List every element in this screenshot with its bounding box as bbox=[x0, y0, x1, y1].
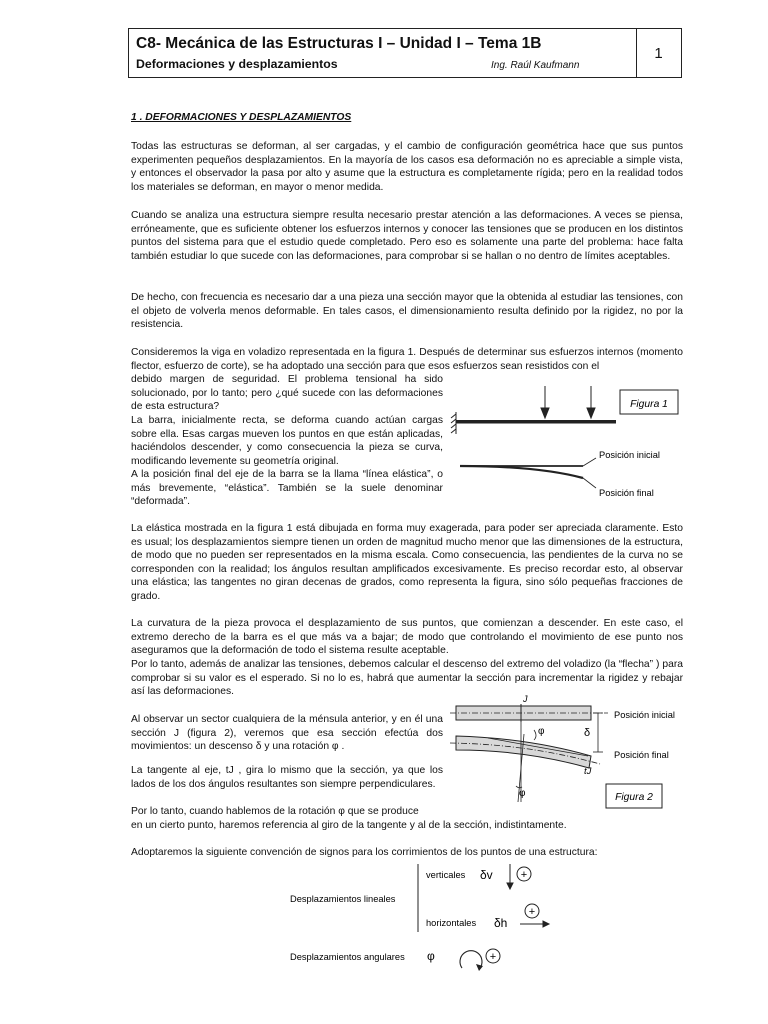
angular-plus-sign: + bbox=[489, 951, 497, 963]
final-position-label: Posición final bbox=[614, 750, 669, 760]
angular-displacements-label: Desplazamientos angulares bbox=[290, 952, 405, 962]
topic-subtitle: Deformaciones y desplazamientos bbox=[136, 57, 338, 71]
paragraph-5: La barra, inicialmente recta, se deforma cuando actúan cargas sobre ella. Esas cargas mueven los puntos en que están aplicadas, haciéndolos descender, y como consecuencia la pieza se curva, modificando levemente su geometría original. bbox=[131, 415, 443, 467]
figure-1-cantilever bbox=[448, 382, 698, 507]
horizontal-arrow-icon bbox=[520, 921, 549, 927]
section-j-label: J bbox=[523, 694, 528, 704]
horizontal-symbol: δh bbox=[494, 916, 508, 930]
paragraph-11: La tangente al eje, tJ , gira lo mismo que la sección, ya que los lados de los dos ángulos resultantes son siempre perpendiculares. bbox=[131, 765, 443, 790]
phi-arc-top bbox=[534, 730, 536, 740]
paragraph-10: Al observar un sector cualquiera de la ménsula anterior, y en él una sección J (figura 2), veremos que esa sección efectúa dos movimientos: un descenso δ y una rotación φ . bbox=[131, 714, 443, 753]
section-title: 1 . DEFORMACIONES Y DESPLAZAMIENTOS bbox=[131, 112, 352, 123]
page-number: 1 bbox=[654, 44, 663, 62]
paragraph-4: Consideremos la viga en voladizo representada en la figura 1. Después de determinar sus esfuerzos internos (momento flector, esfuerzo de corte), se ha adoptado una sección para que esos esfuerzos sean resistidos con el bbox=[131, 347, 683, 372]
paragraph-6: A la posición final del eje de la barra se la llama “línea elástica”, o más brevemente, “elástica”. También se la suele denominar “deformada”. bbox=[131, 469, 443, 508]
phi-label-bottom: φ bbox=[519, 788, 526, 799]
initial-position-label: Posición inicial bbox=[599, 450, 660, 460]
paragraph-2: Cuando se analiza una estructura siempre resulta necesario prestar atención a las deformaciones. A veces se piensa, erróneamente, que es suficiente obtener los esfuerzos internos y conocer las tensiones que se producen en los distintos puntos del sistema para que el estudio quede completado. Pero eso es solamente una parte del problema: hace falta también estudiar lo que sucede con las deformaciones, para comprobar si se hallan o no dentro de límites aceptables. bbox=[131, 210, 683, 262]
horizontal-label: horizontales bbox=[426, 918, 477, 928]
load-arrow-icon bbox=[587, 386, 595, 418]
vertical-symbol: δv bbox=[480, 868, 493, 882]
paragraph-4-continued: debido margen de seguridad. El problema tensional ha sido solucionado, por lo tanto; pero ¿qué sucede con las deformaciones de esta estructura? bbox=[131, 374, 443, 413]
horizontal-plus-sign: + bbox=[528, 906, 536, 918]
page-header bbox=[128, 28, 682, 78]
angular-symbol: φ bbox=[427, 949, 435, 963]
figure-2-label: Figura 2 bbox=[615, 792, 653, 803]
paragraph-12: Por lo tanto, cuando hablemos de la rotación φ que se produce bbox=[131, 806, 419, 817]
paragraph-3: De hecho, con frecuencia es necesario dar a una pieza una sección mayor que la obtenida al estudiar las tensiones, con el objeto de volverla menos deformable. En tales casos, el dimensionamiento resulta definido por la rigidez, no por la resistencia. bbox=[131, 292, 683, 331]
deflected-curve bbox=[460, 466, 583, 478]
paragraph-1: Todas las estructuras se deforman, al ser cargadas, y el cambio de configuración geométrica hace que sus puntos experimenten pequeños desplazamientos. En la mayoría de los casos esa deformación no es apreciable a simple vista, y entonces el observador la pasa por alto y asume que la estructura es completamente rígida; pero en la realidad todos los materiales se deforman, en mayor o menor medida. bbox=[131, 141, 683, 193]
paragraph-12-continued: en un cierto punto, haremos referencia al giro de la tangente y al de la sección, indistintamente. bbox=[131, 820, 567, 831]
vertical-arrow-icon bbox=[507, 864, 513, 889]
paragraph-8: La curvatura de la pieza provoca el desplazamiento de sus puntos, que comienzan a descender. En este caso, el extremo derecho de la barra es el que más va a bajar; de modo que controlando el movimiento de ese punto nos aseguramos que la deformación de todo el sistema resulte aceptable. bbox=[131, 618, 683, 657]
vertical-plus-sign: + bbox=[520, 869, 528, 881]
sign-convention-diagram bbox=[280, 860, 560, 980]
delta-label: δ bbox=[584, 727, 591, 739]
header-title-cell bbox=[129, 29, 637, 77]
phi-label-top: φ bbox=[538, 726, 545, 737]
leader-line-final bbox=[583, 478, 596, 488]
paragraph-9: Por lo tanto, además de analizar las tensiones, debemos calcular el descenso del extremo del voladizo (la “flecha” ) para comprobar si su valor es el esperado. Si no lo es, habrá que aumentar la sección para incrementar la rigidez y rebajar así las deformaciones. bbox=[131, 659, 683, 698]
wall-support-icon bbox=[451, 412, 456, 434]
beam-bar bbox=[456, 420, 616, 424]
figure-2-section-rotation bbox=[448, 692, 698, 812]
vertical-label: verticales bbox=[426, 870, 466, 880]
author-name: Ing. Raúl Kaufmann bbox=[491, 60, 580, 71]
course-title: C8- Mecánica de las Estructuras I – Unidad I – Tema 1B bbox=[136, 35, 542, 52]
tangent-label: tJ bbox=[584, 766, 592, 777]
initial-position-label: Posición inicial bbox=[614, 710, 675, 720]
figure-1-label: Figura 1 bbox=[630, 399, 668, 410]
leader-line-initial bbox=[583, 458, 596, 466]
paragraph-7: La elástica mostrada en la figura 1 está dibujada en forma muy exagerada, para poder ser apreciada claramente. Esto es usual; los desplazamientos siempre tienen un orden de magnitud mucho menor que las dimensiones de la estructura, de modo que no pueden ser representados en la misma escala. Como consecuencia, las pendientes de la curva no se corresponden con la realidad; los ángulos resultan amplificados excesivamente. Es preciso recordar esto, al observar una elástica; las tangentes no giran decenas de grados, como representa la figura, sino sólo pequeñas fracciones de grado. bbox=[131, 523, 683, 602]
linear-displacements-label: Desplazamientos lineales bbox=[290, 894, 396, 904]
paragraph-13: Adoptaremos la siguiente convención de signos para los corrimientos de los puntos de una estructura: bbox=[131, 847, 598, 858]
load-arrow-icon bbox=[541, 386, 549, 418]
final-position-label: Posición final bbox=[599, 488, 654, 498]
